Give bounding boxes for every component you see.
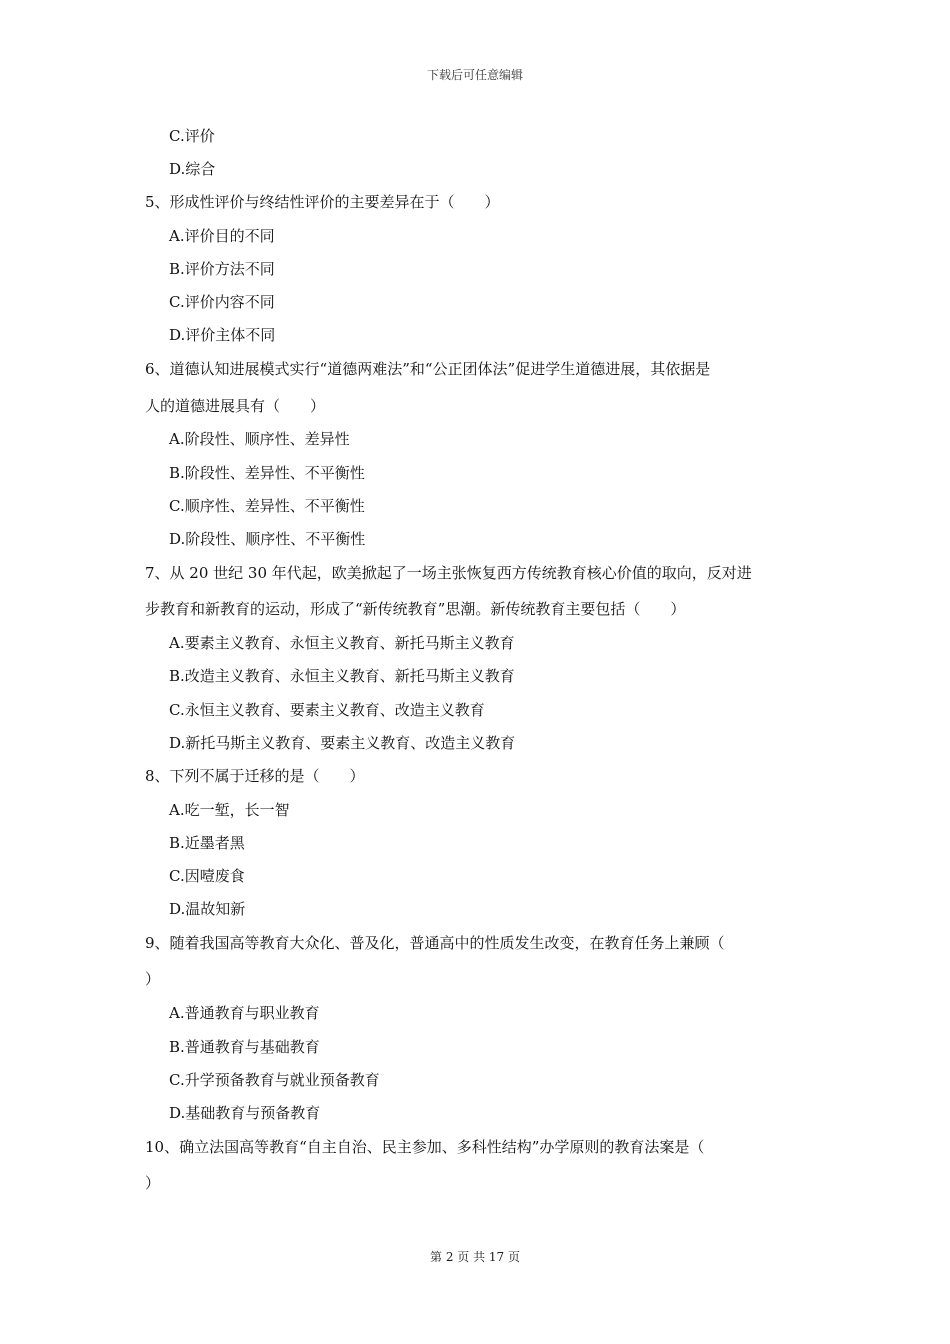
question-6: 6、道德认知进展模式实行“道德两难法”和“公正团体法”促进学生道德进展，其依据是: [145, 360, 711, 378]
option-5b: B.评价方法不同: [169, 260, 275, 278]
option-5c: C.评价内容不同: [169, 293, 275, 311]
question-7: 7、从 20 世纪 30 年代起，欧美掀起了一场主张恢复西方传统教育核心价值的取向，反对进: [145, 564, 752, 582]
option-9a: A.普通教育与职业教育: [169, 1004, 320, 1022]
question-9: 9、随着我国高等教育大众化、普及化，普通高中的性质发生改变，在教育任务上兼顾（: [145, 934, 725, 952]
question-8: 8、下列不属于迁移的是（ ）: [145, 767, 365, 785]
option-8d: D.温故知新: [169, 900, 246, 918]
option-4c: C.评价: [169, 127, 215, 145]
option-9b: B.普通教育与基础教育: [169, 1038, 320, 1056]
option-6c: C.顺序性、差异性、不平衡性: [169, 497, 365, 515]
question-5: 5、形成性评价与终结性评价的主要差异在于（ ）: [145, 193, 500, 211]
option-5a: A.评价目的不同: [169, 227, 275, 245]
option-8a: A.吃一堑，长一智: [169, 801, 290, 819]
option-7a: A.要素主义教育、永恒主义教育、新托马斯主义教育: [169, 634, 515, 652]
question-10: 10、确立法国高等教育“自主自治、民主参加、多科性结构”办学原则的教育法案是（: [145, 1138, 705, 1156]
option-7b: B.改造主义教育、永恒主义教育、新托马斯主义教育: [169, 667, 515, 685]
question-6-cont: 人的道德进展具有（ ）: [145, 397, 326, 415]
question-7-cont: 步教育和新教育的运动，形成了“新传统教育”思潮。新传统教育主要包括（ ）: [145, 600, 686, 618]
option-6b: B.阶段性、差异性、不平衡性: [169, 464, 365, 482]
page-header: 下载后可任意编辑: [426, 68, 523, 82]
question-10-cont: ）: [145, 1174, 161, 1192]
option-7d: D.新托马斯主义教育、要素主义教育、改造主义教育: [169, 734, 516, 752]
option-6d: D.阶段性、顺序性、不平衡性: [169, 530, 366, 548]
option-4d: D.综合: [169, 160, 216, 178]
option-9c: C.升学预备教育与就业预备教育: [169, 1071, 380, 1089]
option-8c: C.因噎废食: [169, 867, 245, 885]
option-8b: B.近墨者黑: [169, 834, 245, 852]
page-footer: 第 2 页 共 17 页: [430, 1250, 520, 1264]
option-9d: D.基础教育与预备教育: [169, 1104, 321, 1122]
question-9-cont: ）: [145, 970, 161, 988]
option-7c: C.永恒主义教育、要素主义教育、改造主义教育: [169, 701, 485, 719]
option-5d: D.评价主体不同: [169, 326, 276, 344]
option-6a: A.阶段性、顺序性、差异性: [169, 430, 350, 448]
